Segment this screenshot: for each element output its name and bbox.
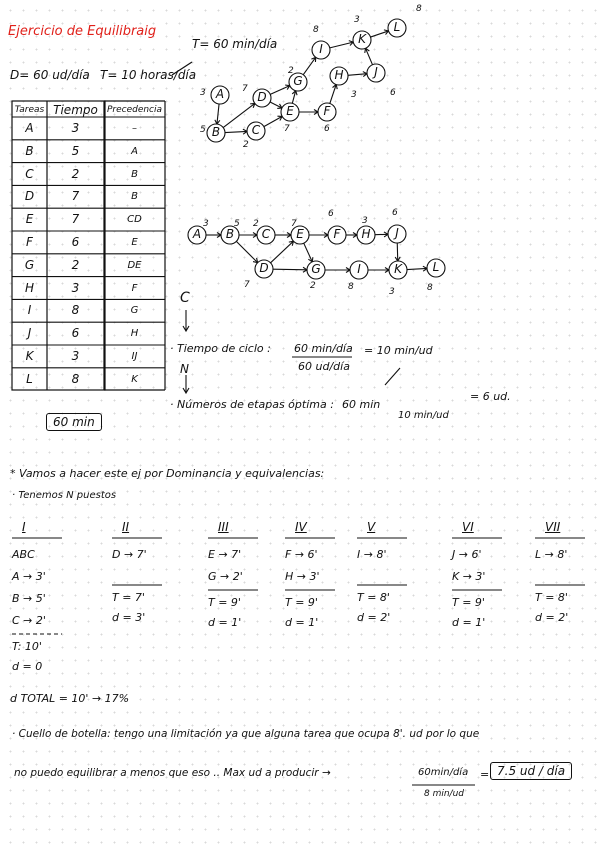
posts-line: · Tenemos N puestos: [12, 490, 117, 501]
station-heading: VI: [462, 520, 474, 534]
station-task: G → 2': [208, 570, 243, 583]
node-time: 7: [242, 84, 248, 94]
node-label: K: [358, 32, 366, 46]
page-title: Ejercicio de Equilibraig: [8, 24, 157, 39]
station-heading: VII: [545, 520, 561, 534]
table-cell: 2: [71, 166, 80, 181]
node-time: 2: [243, 140, 249, 150]
table-cell: F: [131, 282, 138, 294]
n-label: N: [180, 362, 189, 376]
station-heading: V: [367, 520, 376, 534]
table-cell: B: [25, 143, 34, 158]
station-total: T = 9': [208, 596, 241, 609]
table-cell: IJ: [131, 351, 138, 362]
stages-result: = 6 ud.: [470, 390, 511, 403]
node-label: J: [374, 65, 378, 79]
table-cell: 8: [71, 371, 80, 386]
node-time: 2: [288, 66, 294, 76]
station-idle: d = 1': [285, 616, 319, 629]
edge-D-G: [273, 269, 307, 270]
node-time: 3: [351, 90, 357, 100]
table-cell: C: [25, 166, 34, 181]
table-cell: 3: [71, 121, 80, 135]
node-time: 6: [324, 124, 330, 134]
station-idle: d = 3': [112, 611, 146, 624]
stages-denominator: 10 min/ud: [398, 410, 449, 421]
node-label: B: [211, 125, 221, 139]
node-time: 3: [362, 216, 368, 226]
table-header-tiempo: Tiempo: [53, 103, 98, 117]
table-cell: B: [131, 191, 138, 203]
table-cell: –: [132, 123, 137, 134]
table-cell: E: [25, 212, 34, 227]
table-cell: 7: [71, 212, 80, 227]
station-total: T: 10': [12, 640, 42, 653]
node-label: D: [257, 90, 267, 104]
table-cell: H: [24, 280, 35, 295]
node-label: G: [311, 262, 321, 276]
table-cell: 8: [71, 303, 80, 318]
bottleneck-line-2: no puedo equilibrar a menos que eso .. Max ud a producir →: [14, 767, 331, 779]
available-time: T= 10 horas/día: [100, 68, 197, 82]
node-time: 7: [284, 124, 290, 134]
table-cell: A: [131, 145, 138, 157]
station-total: T = 7': [112, 591, 145, 604]
station-task: F → 6': [285, 548, 318, 561]
edge-B-C: [225, 131, 247, 132]
equals-sign: =: [480, 768, 490, 781]
edge-K-L: [407, 268, 427, 269]
demand: D= 60 ud/día: [10, 68, 90, 82]
time-conversion: T= 60 min/día: [192, 37, 278, 51]
station-idle: d = 2': [357, 611, 391, 624]
table-cell: 3: [71, 280, 80, 295]
node-time: 3: [389, 287, 395, 297]
node-label: H: [361, 227, 371, 241]
edge-C-E: [264, 116, 282, 126]
method-line: * Vamos a hacer este ej por Dominancia y equivalencias:: [10, 467, 325, 480]
edge-D-G: [270, 86, 290, 95]
table-cell: D: [24, 189, 35, 204]
max-denominator: 8 min/ud: [424, 789, 465, 799]
station-idle: d = 1': [208, 616, 242, 629]
station-total: T = 8': [535, 591, 568, 604]
node-label: C: [261, 227, 271, 241]
edge-H-J: [348, 74, 367, 76]
cycle-result: = 10 min/ud: [364, 344, 433, 357]
node-label: K: [394, 262, 402, 276]
d-total: d TOTAL = 10' → 17%: [10, 692, 130, 705]
table-cell: I: [27, 303, 32, 318]
total-time-box: 60 min: [46, 413, 102, 431]
table-cell: E: [131, 237, 138, 248]
bottleneck-line-1: · Cuello de botella: tengo una limitación ya que alguna tarea que ocupa 8'. ud por lo que: [12, 728, 480, 740]
node-time: 3: [203, 219, 209, 229]
table-cell: B: [131, 168, 138, 180]
table-cell: H: [130, 328, 139, 340]
node-time: 2: [253, 219, 259, 229]
node-time: 3: [354, 15, 360, 25]
node-label: I: [319, 42, 323, 56]
station-task: J → 6': [452, 548, 482, 561]
station-heading: III: [218, 520, 229, 534]
table-cell: 5: [71, 143, 80, 158]
station-task: D → 7': [112, 548, 147, 561]
station-task: ABC: [12, 548, 35, 561]
table-cell: A: [25, 121, 34, 135]
station-total: T = 8': [357, 591, 390, 604]
station-total: T = 9': [452, 596, 485, 609]
station-task: B → 5': [12, 592, 46, 605]
node-label: L: [393, 20, 401, 34]
node-time: 3: [200, 88, 206, 98]
node-label: D: [259, 261, 269, 275]
node-time: 6: [392, 208, 398, 218]
table-cell: 6: [71, 326, 80, 341]
node-label: F: [323, 104, 331, 118]
edge-J-K: [397, 243, 398, 261]
cycle-denominator: 60 ud/día: [298, 360, 350, 373]
node-label: C: [251, 123, 261, 137]
table-cell: 6: [71, 235, 80, 249]
table-cell: L: [26, 371, 33, 386]
node-time: 6: [390, 88, 396, 98]
table-header-precedencia: Precedencia: [106, 105, 163, 115]
node-time: 8: [348, 282, 354, 292]
station-idle: d = 0: [12, 660, 43, 673]
station-task: E → 7': [208, 548, 242, 561]
station-task: I → 8': [357, 548, 387, 561]
station-task: H → 3': [285, 570, 320, 583]
table-cell: G: [130, 305, 139, 317]
table-cell: G: [24, 257, 35, 272]
node-label: B: [225, 227, 235, 241]
node-time: 7: [244, 280, 250, 290]
max-numerator: 60min/día: [418, 767, 469, 778]
node-time: 6: [328, 209, 334, 219]
node-time: 7: [291, 219, 297, 229]
table-cell: K: [25, 349, 34, 363]
node-label: G: [293, 74, 303, 88]
node-label: H: [334, 68, 344, 82]
table-cell: 3: [71, 349, 80, 363]
table-cell: F: [26, 235, 33, 249]
table-cell: DE: [127, 259, 142, 271]
node-label: I: [357, 262, 361, 276]
node-time: 2: [310, 281, 316, 291]
cycle-label: · Tiempo de ciclo :: [170, 342, 271, 355]
node-time: 5: [234, 219, 240, 229]
stages-numerator: 60 min: [342, 398, 381, 411]
node-time: 8: [427, 283, 433, 293]
station-idle: d = 2': [535, 611, 569, 624]
stages-label: · Números de etapas óptima :: [170, 398, 334, 411]
node-label: A: [215, 87, 225, 101]
cycle-numerator: 60 min/día: [294, 342, 353, 355]
c-label: C: [180, 290, 190, 306]
station-idle: d = 1': [452, 616, 486, 629]
node-label: E: [296, 227, 304, 241]
node-label: F: [333, 227, 341, 241]
edge-E-G: [304, 243, 313, 262]
table-header-tareas: Tareas: [14, 105, 45, 115]
station-heading: IV: [295, 520, 307, 534]
table-cell: 7: [71, 189, 80, 204]
station-heading: I: [22, 520, 26, 534]
conversion-arrow: [172, 62, 192, 75]
station-task: C → 2': [12, 614, 46, 627]
station-total: T = 9': [285, 596, 318, 609]
table-cell: 2: [71, 257, 80, 272]
table-cell: CD: [127, 214, 142, 226]
node-time: 8: [313, 25, 319, 35]
node-label: J: [395, 226, 399, 240]
node-label: E: [286, 104, 294, 118]
edge-G-I: [303, 57, 315, 74]
station-task: A → 3': [12, 570, 46, 583]
edge-D-E: [271, 241, 294, 263]
station-heading: II: [122, 520, 130, 534]
station-task: K → 3': [452, 570, 486, 583]
node-label: A: [192, 227, 202, 241]
max-result-box: 7.5 ud / día: [490, 762, 572, 780]
table-cell: K: [131, 373, 138, 385]
station-task: L → 8': [535, 548, 568, 561]
node-time: 5: [200, 125, 206, 135]
table-cell: J: [27, 326, 32, 341]
node-time: 8: [416, 4, 422, 14]
edge-B-D: [236, 241, 257, 262]
node-label: L: [432, 260, 440, 274]
